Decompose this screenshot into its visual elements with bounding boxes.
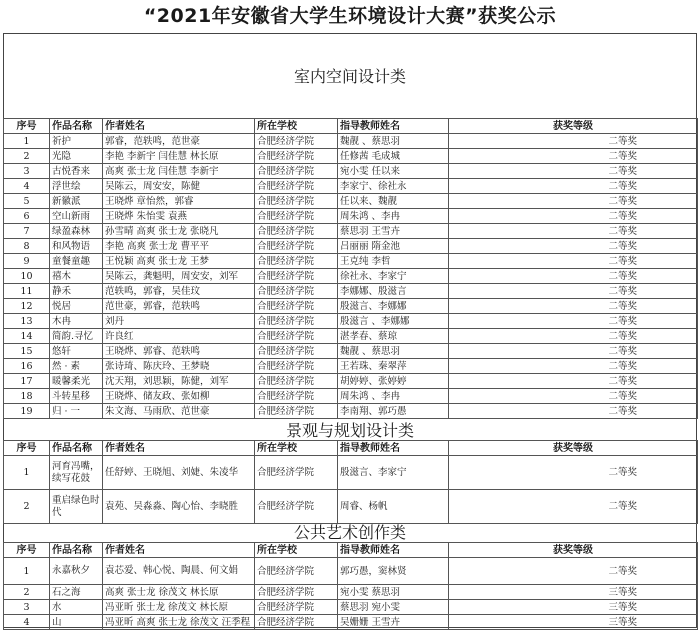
cell-authors: 任舒婷、王晓旭、刘婕、朱凌华 bbox=[103, 456, 255, 490]
header-no: 序号 bbox=[4, 441, 50, 456]
cell-school: 合肥经济学院 bbox=[255, 254, 338, 269]
cell-teacher: 王若珠、秦翠萍 bbox=[338, 359, 449, 374]
cell-authors: 冯亚昕 张士龙 徐茂文 林长原 bbox=[103, 600, 255, 615]
cell-award: 三等奖 bbox=[449, 615, 698, 630]
cell-authors: 吴陈云，龚魁明，周安安，刘军 bbox=[103, 269, 255, 284]
cell-award: 二等奖 bbox=[449, 558, 698, 585]
table-row bbox=[4, 600, 698, 615]
cell-school: 合肥经济学院 bbox=[255, 558, 338, 585]
cell-school: 合肥经济学院 bbox=[255, 314, 338, 329]
cell-no: 15 bbox=[4, 344, 50, 359]
table-row bbox=[4, 194, 698, 209]
cell-school: 合肥经济学院 bbox=[255, 179, 338, 194]
cell-authors: 吴陈云，周安安，陈健 bbox=[103, 179, 255, 194]
header-school: 所在学校 bbox=[255, 119, 338, 134]
cell-no: 19 bbox=[4, 404, 50, 419]
cell-award: 二等奖 bbox=[449, 224, 698, 239]
cell-teacher: 宛小雯 任以来 bbox=[338, 164, 449, 179]
cell-award: 二等奖 bbox=[449, 344, 698, 359]
cell-teacher: 徐社永、李家宁 bbox=[338, 269, 449, 284]
cell-teacher: 殷滋言、李家宁 bbox=[338, 456, 449, 490]
cell-work: 木冉 bbox=[50, 314, 103, 329]
cell-no: 2 bbox=[4, 585, 50, 600]
cell-teacher: 周朱鸿 、李冉 bbox=[338, 389, 449, 404]
cell-school: 合肥经济学院 bbox=[255, 389, 338, 404]
cell-work: 古悦香来 bbox=[50, 164, 103, 179]
cell-authors: 冯亚昕 高爽 张士龙 徐茂文 汪季程 bbox=[103, 615, 255, 630]
table-header-row bbox=[4, 441, 698, 456]
table-row bbox=[4, 314, 698, 329]
cell-school: 合肥经济学院 bbox=[255, 239, 338, 254]
cell-no: 1 bbox=[4, 558, 50, 585]
cell-teacher: 蔡思羽 宛小雯 bbox=[338, 600, 449, 615]
header-school: 所在学校 bbox=[255, 543, 338, 558]
header-work: 作品名称 bbox=[50, 441, 103, 456]
cell-no: 18 bbox=[4, 389, 50, 404]
cell-authors: 范轶鸣，郭睿，吴佳玟 bbox=[103, 284, 255, 299]
table-row bbox=[4, 134, 698, 149]
table-row bbox=[4, 224, 698, 239]
cell-work: 山 bbox=[50, 615, 103, 630]
header-teacher: 指导教师姓名 bbox=[338, 441, 449, 456]
cell-school: 合肥经济学院 bbox=[255, 600, 338, 615]
table-body bbox=[4, 456, 698, 524]
cell-award: 二等奖 bbox=[449, 404, 698, 419]
table-row bbox=[4, 404, 698, 419]
cell-no: 4 bbox=[4, 615, 50, 630]
cell-no: 11 bbox=[4, 284, 50, 299]
header-work: 作品名称 bbox=[50, 119, 103, 134]
cell-school: 合肥经济学院 bbox=[255, 224, 338, 239]
cell-school: 合肥经济学院 bbox=[255, 344, 338, 359]
cell-no: 6 bbox=[4, 209, 50, 224]
cell-award: 二等奖 bbox=[449, 209, 698, 224]
cell-teacher: 李娜娜、殷滋言 bbox=[338, 284, 449, 299]
cell-work: 童餐童趣 bbox=[50, 254, 103, 269]
cell-teacher: 魏靓 、蔡思羽 bbox=[338, 134, 449, 149]
cell-award: 二等奖 bbox=[449, 389, 698, 404]
cell-teacher: 蔡思羽 王雪卉 bbox=[338, 224, 449, 239]
cell-school: 合肥经济学院 bbox=[255, 490, 338, 524]
cell-work: 新徽派 bbox=[50, 194, 103, 209]
table-row bbox=[4, 329, 698, 344]
table-row bbox=[4, 374, 698, 389]
table-row bbox=[4, 490, 698, 524]
cell-no: 3 bbox=[4, 600, 50, 615]
cell-teacher: 李家宁、徐社永 bbox=[338, 179, 449, 194]
cell-no: 7 bbox=[4, 224, 50, 239]
cell-no: 10 bbox=[4, 269, 50, 284]
table-header-row bbox=[4, 543, 698, 558]
cell-work: 河育冯嘴，续写花鼓 bbox=[50, 456, 103, 490]
cell-award: 二等奖 bbox=[449, 164, 698, 179]
cell-no: 9 bbox=[4, 254, 50, 269]
cell-school: 合肥经济学院 bbox=[255, 374, 338, 389]
cell-work: 石之海 bbox=[50, 585, 103, 600]
cell-school: 合肥经济学院 bbox=[255, 299, 338, 314]
table-row bbox=[4, 254, 698, 269]
cell-teacher: 宛小雯 蔡思羽 bbox=[338, 585, 449, 600]
section-title-interior: 室内空间设计类 bbox=[293, 67, 406, 86]
cell-no: 5 bbox=[4, 194, 50, 209]
cell-school: 合肥经济学院 bbox=[255, 404, 338, 419]
cell-authors: 王晓烨、郭睿、范轶鸣 bbox=[103, 344, 255, 359]
cell-school: 合肥经济学院 bbox=[255, 209, 338, 224]
cell-authors: 袁苑、吴淼淼、陶心怡、李晓胜 bbox=[103, 490, 255, 524]
cell-award: 二等奖 bbox=[449, 314, 698, 329]
table-row bbox=[4, 269, 698, 284]
cell-award: 二等奖 bbox=[449, 179, 698, 194]
cell-award: 三等奖 bbox=[449, 600, 698, 615]
cell-authors: 李艳 李新宇 闫佳慧 林长原 bbox=[103, 149, 255, 164]
table-row bbox=[4, 615, 698, 630]
cell-award: 三等奖 bbox=[449, 585, 698, 600]
header-authors: 作者姓名 bbox=[103, 119, 255, 134]
cell-school: 合肥经济学院 bbox=[255, 456, 338, 490]
cell-teacher: 任修茜 毛成城 bbox=[338, 149, 449, 164]
cell-award: 二等奖 bbox=[449, 359, 698, 374]
cell-school: 合肥经济学院 bbox=[255, 164, 338, 179]
cell-award: 二等奖 bbox=[449, 284, 698, 299]
cell-school: 合肥经济学院 bbox=[255, 585, 338, 600]
cell-teacher: 吴姗姗 王雪卉 bbox=[338, 615, 449, 630]
cell-no: 16 bbox=[4, 359, 50, 374]
table-row bbox=[4, 164, 698, 179]
cell-authors: 高爽 张士龙 闫佳慧 李新宇 bbox=[103, 164, 255, 179]
cell-school: 合肥经济学院 bbox=[255, 269, 338, 284]
cell-no: 4 bbox=[4, 179, 50, 194]
cell-authors: 王晓烨 章怡然，郭睿 bbox=[103, 194, 255, 209]
cell-authors: 高爽 张士龙 徐茂文 林长原 bbox=[103, 585, 255, 600]
cell-work: 静禾 bbox=[50, 284, 103, 299]
cell-work: 水 bbox=[50, 600, 103, 615]
cell-authors: 孙雪晴 高爽 张士龙 张晓凡 bbox=[103, 224, 255, 239]
cell-award: 二等奖 bbox=[449, 149, 698, 164]
cell-authors: 许良红 bbox=[103, 329, 255, 344]
cell-teacher: 任以来、魏靓 bbox=[338, 194, 449, 209]
table-row bbox=[4, 585, 698, 600]
cell-award: 二等奖 bbox=[449, 329, 698, 344]
cell-work: 永嘉秋夕 bbox=[50, 558, 103, 585]
table-landscape bbox=[3, 440, 698, 524]
page-title: “2021年安徽省大学生环境设计大赛”获奖公示 bbox=[143, 5, 557, 27]
cell-no: 1 bbox=[4, 456, 50, 490]
cell-no: 3 bbox=[4, 164, 50, 179]
cell-award: 二等奖 bbox=[449, 239, 698, 254]
cell-award: 二等奖 bbox=[449, 374, 698, 389]
header-teacher: 指导教师姓名 bbox=[338, 119, 449, 134]
cell-work: 暖馨柔光 bbox=[50, 374, 103, 389]
cell-work: 空山新雨 bbox=[50, 209, 103, 224]
cell-teacher: 吕丽丽 隋金池 bbox=[338, 239, 449, 254]
cell-authors: 范世豪，郭睿，范轶鸣 bbox=[103, 299, 255, 314]
cell-work: 悠轩 bbox=[50, 344, 103, 359]
cell-work: 重启绿色时代 bbox=[50, 490, 103, 524]
cell-teacher: 周朱鸿 、李冉 bbox=[338, 209, 449, 224]
cell-authors: 王悦颖 高爽 张士龙 王梦 bbox=[103, 254, 255, 269]
cell-school: 合肥经济学院 bbox=[255, 359, 338, 374]
cell-school: 合肥经济学院 bbox=[255, 284, 338, 299]
cell-no: 1 bbox=[4, 134, 50, 149]
table-row bbox=[4, 359, 698, 374]
cell-award: 二等奖 bbox=[449, 269, 698, 284]
cell-work: 光隐 bbox=[50, 149, 103, 164]
cell-school: 合肥经济学院 bbox=[255, 149, 338, 164]
cell-authors: 刘丹 bbox=[103, 314, 255, 329]
table-row bbox=[4, 299, 698, 314]
header-teacher: 指导教师姓名 bbox=[338, 543, 449, 558]
cell-authors: 朱文海、马雨欣、范世豪 bbox=[103, 404, 255, 419]
section-title-landscape: 景观与规划设计类 bbox=[285, 421, 414, 440]
cell-award: 二等奖 bbox=[449, 134, 698, 149]
table-interior bbox=[3, 118, 698, 419]
cell-teacher: 李南翔、郭巧愚 bbox=[338, 404, 449, 419]
cell-no: 2 bbox=[4, 490, 50, 524]
cell-award: 二等奖 bbox=[449, 254, 698, 269]
cell-school: 合肥经济学院 bbox=[255, 134, 338, 149]
cell-no: 17 bbox=[4, 374, 50, 389]
cell-work: 禧木 bbox=[50, 269, 103, 284]
cell-work: 斗转星移 bbox=[50, 389, 103, 404]
header-work: 作品名称 bbox=[50, 543, 103, 558]
cell-no: 12 bbox=[4, 299, 50, 314]
table-row bbox=[4, 239, 698, 254]
cell-teacher: 殷滋言 、李娜娜 bbox=[338, 314, 449, 329]
header-no: 序号 bbox=[4, 543, 50, 558]
cell-award: 二等奖 bbox=[449, 299, 698, 314]
cell-authors: 李艳 高爽 张士龙 曹平平 bbox=[103, 239, 255, 254]
header-award: 获奖等级 bbox=[449, 441, 698, 456]
cell-teacher: 殷滋言、李娜娜 bbox=[338, 299, 449, 314]
cell-work: 悦居 bbox=[50, 299, 103, 314]
table-body bbox=[4, 558, 698, 630]
cell-authors: 王晓烨、储友政、张如柳 bbox=[103, 389, 255, 404]
table-row bbox=[4, 456, 698, 490]
cell-no: 14 bbox=[4, 329, 50, 344]
table-row bbox=[4, 389, 698, 404]
section-title-public-art: 公共艺术创作类 bbox=[293, 523, 406, 542]
table-row bbox=[4, 149, 698, 164]
table-public-art bbox=[3, 542, 698, 630]
cell-award: 二等奖 bbox=[449, 194, 698, 209]
cell-work: 然 · 素 bbox=[50, 359, 103, 374]
cell-work: 祈护 bbox=[50, 134, 103, 149]
cell-teacher: 湛孝春、蔡琼 bbox=[338, 329, 449, 344]
header-award: 获奖等级 bbox=[449, 543, 698, 558]
cell-award: 二等奖 bbox=[449, 490, 698, 524]
table-row bbox=[4, 558, 698, 585]
header-authors: 作者姓名 bbox=[103, 441, 255, 456]
cell-authors: 沈天翔，刘思颖，陈健，刘军 bbox=[103, 374, 255, 389]
cell-school: 合肥经济学院 bbox=[255, 615, 338, 630]
table-body bbox=[4, 134, 698, 419]
table-row bbox=[4, 209, 698, 224]
cell-school: 合肥经济学院 bbox=[255, 194, 338, 209]
header-award: 获奖等级 bbox=[449, 119, 698, 134]
cell-work: 绿盈森林 bbox=[50, 224, 103, 239]
cell-teacher: 郭巧愚，窦林贤 bbox=[338, 558, 449, 585]
cell-work: 归 · 一 bbox=[50, 404, 103, 419]
cell-no: 13 bbox=[4, 314, 50, 329]
cell-work: 简韵.寻忆 bbox=[50, 329, 103, 344]
cell-work: 浮世绘 bbox=[50, 179, 103, 194]
header-school: 所在学校 bbox=[255, 441, 338, 456]
cell-authors: 王晓烨 朱怡雯 袁燕 bbox=[103, 209, 255, 224]
cell-award: 二等奖 bbox=[449, 456, 698, 490]
table-row bbox=[4, 344, 698, 359]
cell-teacher: 魏靓 、蔡思羽 bbox=[338, 344, 449, 359]
cell-authors: 张诗琦、陈庆玲、王梦晓 bbox=[103, 359, 255, 374]
cell-no: 8 bbox=[4, 239, 50, 254]
header-no: 序号 bbox=[4, 119, 50, 134]
header-authors: 作者姓名 bbox=[103, 543, 255, 558]
table-row bbox=[4, 179, 698, 194]
cell-authors: 袁芯爱、韩心悦、陶晨、何文娟 bbox=[103, 558, 255, 585]
cell-teacher: 胡婷婷、张婷婷 bbox=[338, 374, 449, 389]
table-row bbox=[4, 284, 698, 299]
cell-authors: 郭睿，范轶鸣，范世豪 bbox=[103, 134, 255, 149]
cell-work: 和风物语 bbox=[50, 239, 103, 254]
table-header-row bbox=[4, 119, 698, 134]
cell-no: 2 bbox=[4, 149, 50, 164]
cell-teacher: 周睿、杨帆 bbox=[338, 490, 449, 524]
cell-teacher: 王克纯 李哲 bbox=[338, 254, 449, 269]
cell-school: 合肥经济学院 bbox=[255, 329, 338, 344]
